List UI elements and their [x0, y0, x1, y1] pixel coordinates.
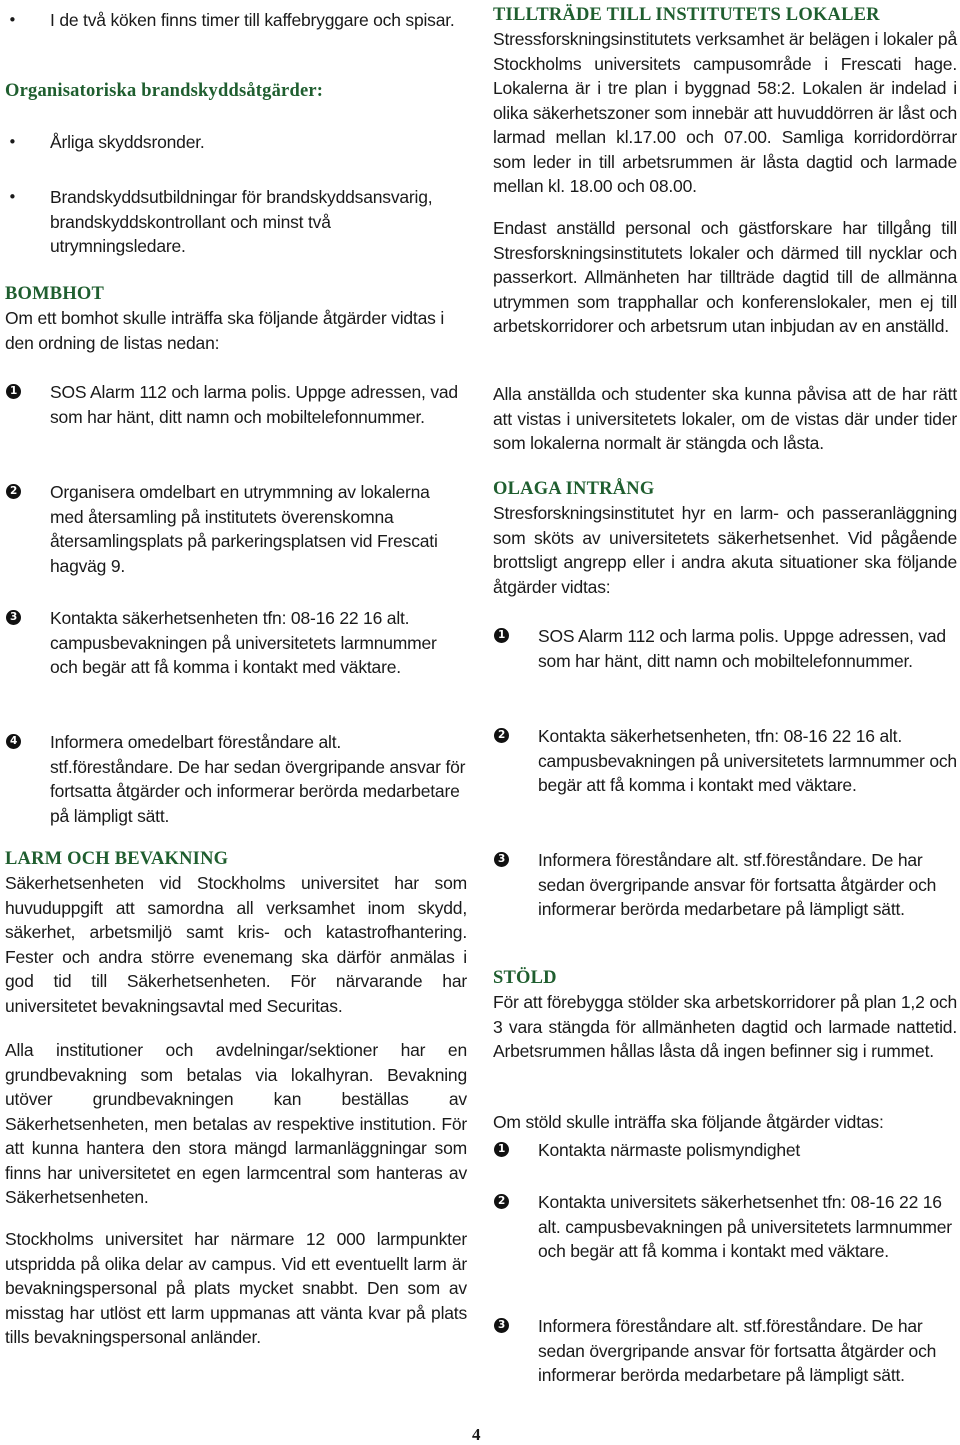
bullet-icon: •: [8, 188, 17, 206]
paragraph: Endast anställd personal och gästforskare har tillgång till Stresforskningsinstitutets lokaler och därmed till nycklar och passerkort. Allmänheten har tillträde dagtid till de allmänna utrymmen som trapphallar och konferenslokaler, men ej till arbetskorridorer och arbetsrum utan inbjudan av en anställd.: [493, 218, 957, 336]
step-number-icon: 4: [6, 734, 21, 749]
numbered-step: 1 SOS Alarm 112 och larma polis. Uppge adressen, vad som har hänt, ditt namn och mobiltelefonnummer.: [493, 624, 957, 673]
section-heading-theft: STÖLD: [493, 968, 557, 988]
step-number-icon: 1: [494, 1142, 509, 1157]
step-number-icon: 2: [6, 484, 21, 499]
paragraph: Stresforskningsinstitutet hyr en larm- och passeranläggning som sköts av universitetets säkerhetsenhet. Vid pågående brottsligt angrepp eller i andra akuta situationer ska följande åtgärder vidtas:: [493, 503, 957, 597]
section-heading-intrusion: OLAGA INTRÅNG: [493, 479, 655, 499]
paragraph: Säkerhetsenheten vid Stockholms universitet har som huvuduppgift att samordna all verksamhet inom skydd, säkerhet, arbetsmiljö samt kris- och katastrofhantering. Fester och andra större evenemang ska därför anmälas i god tid till Säkerhetsenheten. För närvarande har universitetet bevakningsavtal med Securitas.: [5, 873, 467, 1016]
list-item: • I de två köken finns timer till kaffebryggare och spisar.: [5, 8, 467, 33]
numbered-step: 3 Kontakta säkerhetsenheten tfn: 08-16 22 16 alt. campusbevakningen på universitetets larmnummer och begär att få komma i kontakt med väktare.: [5, 606, 467, 680]
paragraph: Om ett bomhot skulle inträffa ska följande åtgärder vidtas i den ordning de listas nedan:: [5, 308, 445, 353]
numbered-step: 3 Informera föreståndare alt. stf.föreståndare. De har sedan övergripande ansvar för fortsatta åtgärder och informerar berörda medarbetare på lämpligt sätt.: [493, 1314, 957, 1388]
numbered-step: 4 Informera omedelbart föreståndare alt. stf.föreståndare. De har sedan övergripande ansvar för fortsatta åtgärder och informerar berörda medarbetare på lämpligt sätt.: [5, 730, 467, 828]
section-heading-larm: LARM OCH BEVAKNING: [5, 849, 229, 869]
step-number-icon: 1: [494, 628, 509, 643]
step-number-icon: 3: [494, 1318, 509, 1333]
paragraph: Om stöld skulle inträffa ska följande åtgärder vidtas:: [493, 1112, 884, 1132]
numbered-step: 2 Kontakta universitets säkerhetsenhet tfn: 08-16 22 16 alt. campusbevakningen på universitetets larmnummer och begär att få komma i kontakt med väktare.: [493, 1190, 957, 1264]
paragraph: Alla anställda och studenter ska kunna påvisa att de har rätt att vistas i universitetets lokaler, om de vistas där under tider som lokalerna normalt är stängda och låsta.: [493, 384, 957, 453]
section-heading-org: Organisatoriska brandskyddsåtgärder:: [5, 81, 324, 101]
numbered-step: 2 Organisera omdelbart en utrymmning av lokalerna med återsamling på institutets överenskomna återsamlingsplats på parkeringsplatsen vid Frescati hagväg 9.: [5, 480, 467, 578]
numbered-step: 1 SOS Alarm 112 och larma polis. Uppge adressen, vad som har hänt, ditt namn och mobiltelefonnummer.: [5, 380, 467, 429]
numbered-step: 1 Kontakta närmaste polismyndighet: [493, 1138, 957, 1163]
paragraph: För att förebygga stölder ska arbetskorridorer på plan 1,2 och 3 vara stängda för allmänheten dagtid och larmade nattetid. Arbetsrummen hållas låsta då ingen befinner sig i rummet.: [493, 992, 957, 1061]
section-heading-bombhot: BOMBHOT: [5, 284, 105, 304]
step-number-icon: 2: [494, 728, 509, 743]
section-heading-access: TILLTRÄDE TILL INSTITUTETS LOKALER: [493, 5, 880, 25]
numbered-step: 2 Kontakta säkerhetsenheten, tfn: 08-16 22 16 alt. campusbevakningen på universitetets larmnummer och begär att få komma i kontakt med väktare.: [493, 724, 957, 798]
numbered-step: 3 Informera föreståndare alt. stf.föreståndare. De har sedan övergripande ansvar för fortsatta åtgärder och informerar berörda medarbetare på lämpligt sätt.: [493, 848, 957, 922]
step-number-icon: 3: [6, 610, 21, 625]
list-item: • Årliga skyddsronder.: [5, 130, 467, 155]
step-number-icon: 2: [494, 1194, 509, 1209]
bullet-icon: •: [8, 133, 17, 151]
paragraph: Stockholms universitet har närmare 12 000 larmpunkter utspridda på olika delar av campus. Vid ett eventuellt larm är bevakningspersonal på plats mycket snabbt. Den som av misstag har utlöst ett larm uppmanas att vänta kvar på plats tills bevakningspersonal anländer.: [5, 1229, 467, 1347]
paragraph: Alla institutioner och avdelningar/sektioner har en grundbevakning som betalas via lokalhyran. Bevakning utöver grundbevakningen kan beställas av Säkerhetsenheten, men betalas av respektive institution. För att kunna hantera den stora mängd larmanläggningar som finns har universitetet en egen larmcentral som hanteras av Säkerhetsenheten.: [5, 1040, 467, 1207]
page-number: 4: [472, 1425, 481, 1444]
list-item: • Brandskyddsutbildningar för brandskyddsansvarig, brandskyddskontrollant och minst två utrymningsledare.: [8, 187, 433, 256]
bullet-icon: •: [8, 11, 17, 29]
paragraph: Stressforskningsinstitutets verksamhet är belägen i lokaler på Stockholms universitets campusområde i Frescati hage. Lokalerna är i tre plan i byggnad 58:2. Lokalen är indelad i olika säkerhetszoner som innebär att huvuddörren är låst och larmad mellan kl.17.00 och 07.00. Samliga korridordörrar som leder in till arbetsrummen är låsta dagtid och larmade mellan kl. 18.00 och 08.00.: [493, 29, 957, 196]
step-number-icon: 3: [494, 852, 509, 867]
step-number-icon: 1: [6, 384, 21, 399]
